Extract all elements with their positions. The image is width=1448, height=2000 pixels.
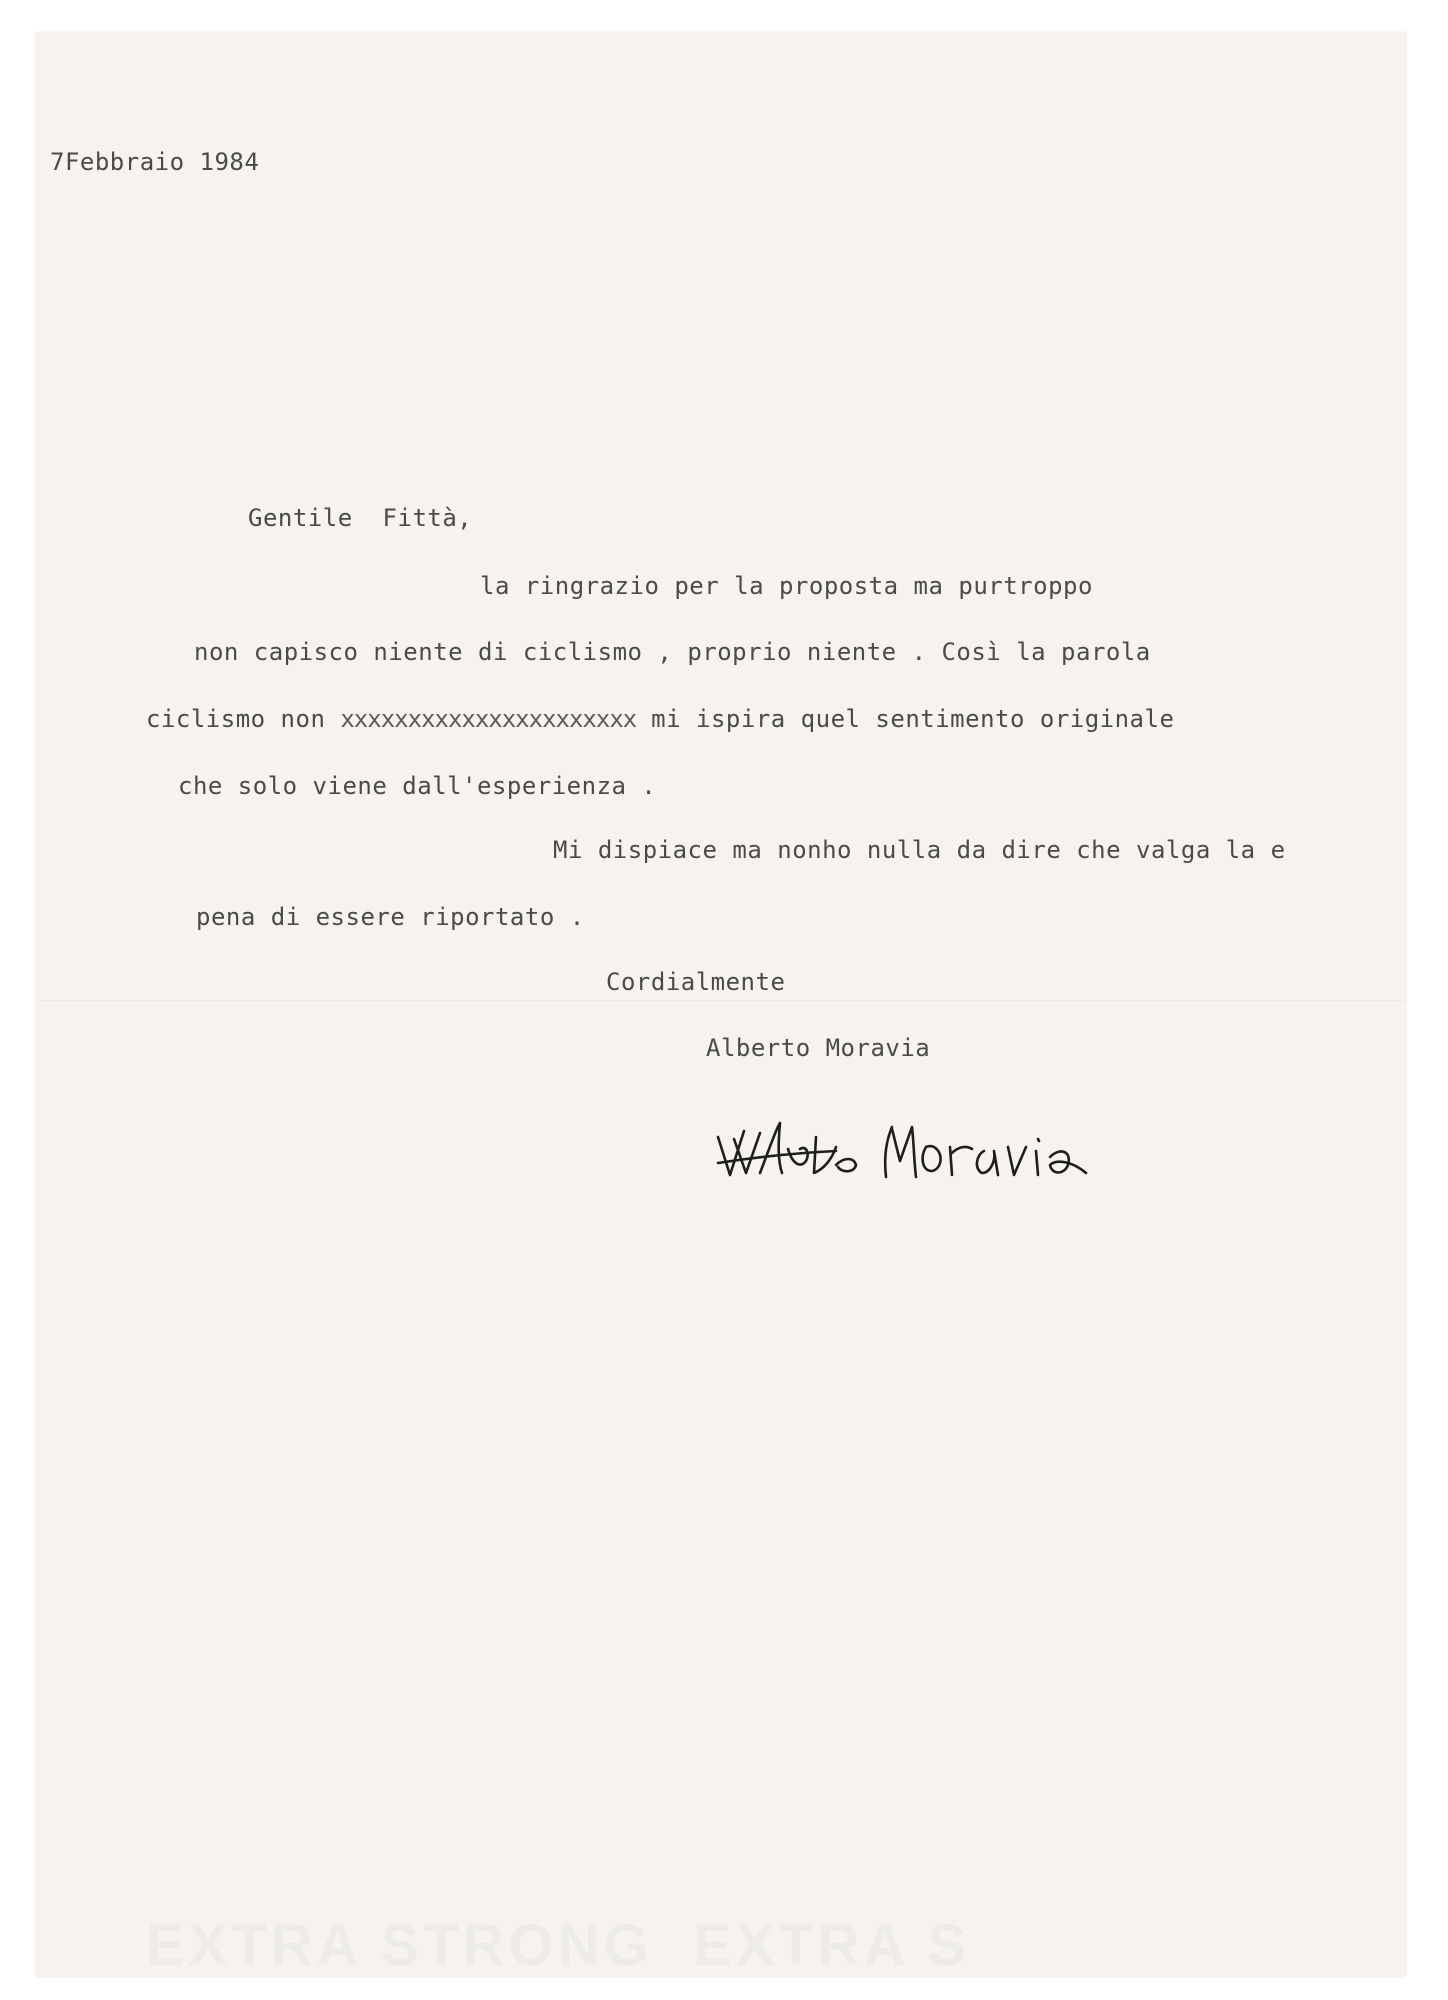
paper-fold [36,1000,1406,1002]
typed-name: Alberto Moravia [706,1034,931,1062]
letter-date: 7Febbraio 1984 [50,148,260,176]
body-line-3-start: ciclismo non [146,705,341,733]
salutation: Gentile Fittà, [248,504,473,532]
body-line-4: che solo viene dall'esperienza . [178,772,657,800]
body-line-1: la ringrazio per la proposta ma purtroppo [480,572,1093,600]
body-line-3-end: mi ispira quel sentimento originale [636,705,1175,733]
struck-out-text: xxxxxxxxxxxxxxxxxxxxxx [340,705,637,733]
closing: Cordialmente [606,968,786,996]
handwritten-signature [716,1117,1096,1187]
body-line-5: Mi dispiace ma nonho nulla da dire che valga la e [553,836,1286,864]
body-line-3 [146,707,1174,731]
letter-sheet [36,32,1406,1977]
paper-watermark: EXTRA STRONG EXTRA S [146,1913,971,1977]
body-line-6: pena di essere riportato . [196,903,585,931]
body-line-2: non capisco niente di ciclismo , proprio niente . Così la parola [194,638,1151,666]
